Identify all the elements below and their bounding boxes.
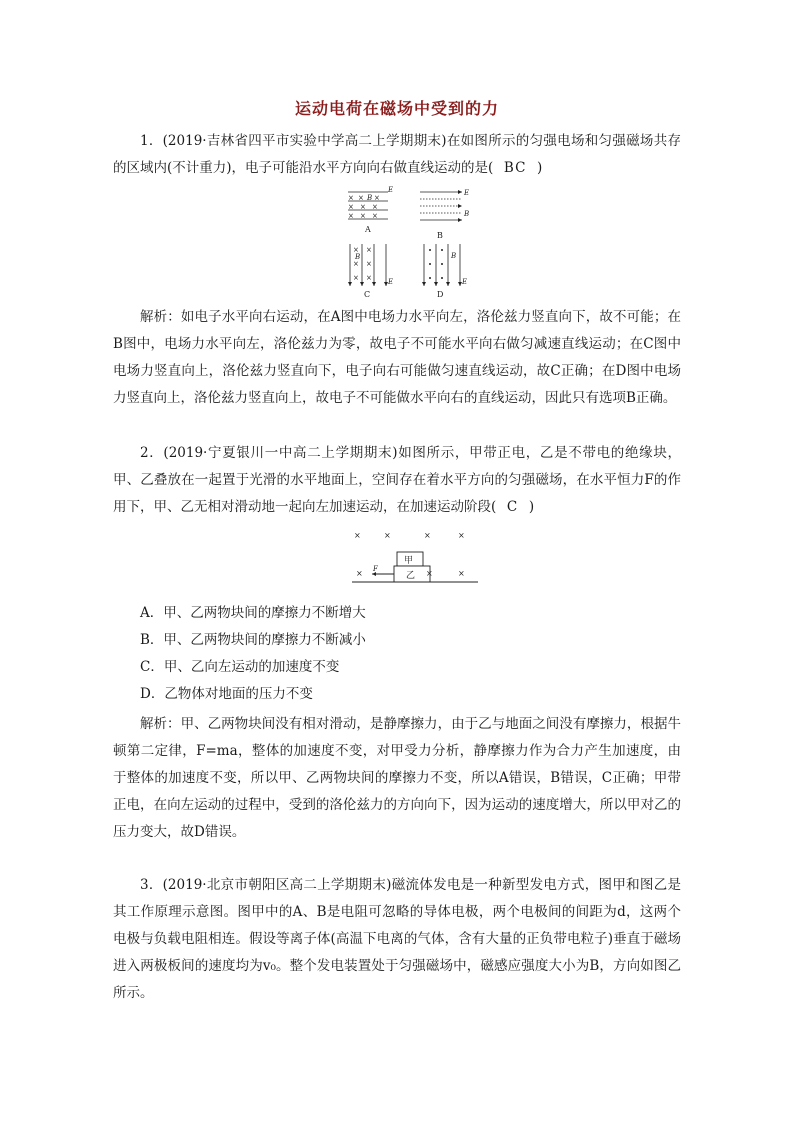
svg-text:×: × [353,260,359,268]
svg-text:×: × [353,246,359,254]
question-2-option-a: A．甲、乙两物块间的摩擦力不断增大 [140,605,366,621]
figure-a-label: A [365,225,371,234]
question-2-figure [350,528,480,588]
svg-text:×: × [358,194,364,202]
svg-text:×: × [348,194,354,202]
svg-text:×: × [360,212,366,220]
figure-d [422,244,467,299]
block-jia-label: 甲 [404,556,414,566]
svg-text:×: × [372,203,378,211]
force-f-label: F [373,565,378,573]
question-2-stem: 2．(2019·宁夏银川一中高二上学期期末)如图所示，甲带正电，乙是不带电的绝缘块，甲、乙叠放在一起置于光滑的水平地面上，空间存在着水平方向的匀强磁场，在水平恒力F的作用下，甲、乙无相对滑动地一起向左加速运动，在加速运动阶段( C ) [113,445,681,515]
question-1-analysis: 解析：如电子水平向右运动，在A图中电场力水平向左，洛伦兹力竖直向下，故不可能；在B图中，电场力水平向左，洛伦兹力为零，故电子不可能水平向右做匀减速直线运动；在C图中电场力竖直向上，洛伦兹力竖直向下，电子向右可能做匀速直线运动，故C正确；在D图中电场力竖直向上，洛伦兹力竖直向上，故电子不可能做水平向右的直线运动，因此只有选项B正确。 [113,309,681,406]
svg-text:×: × [458,569,465,578]
question-2-analysis: 解析：甲、乙两物块间没有相对滑动，是静摩擦力，由于乙与地面之间没有摩擦力，根据牛顿第二定律，F=ma，整体的加速度不变，对甲受力分析，静摩擦力作为合力产生加速度，由于整体的加速度不变，所以甲、乙两物块间的摩擦力不变，所以A错误，B错误，C正确；甲带正电，在向左运动的过程中，受到的洛伦兹力的方向向下，因为运动的速度增大，所以甲对乙的压力变大，故D错误。 [113,716,681,840]
svg-text:×: × [374,194,380,202]
figure-c-label: C [364,290,371,299]
svg-text:E: E [388,186,394,194]
svg-text:×: × [458,531,465,540]
svg-text:×: × [372,212,378,220]
figure-d-label: D [437,290,444,299]
question-2-option-b: B．甲、乙两物块间的摩擦力不断减小 [140,632,366,648]
svg-text:×: × [366,246,372,254]
svg-text:B: B [464,210,470,218]
svg-text:×: × [426,569,433,578]
question-1-figure [340,186,480,302]
figure-b [420,189,469,240]
svg-text:B: B [451,252,457,260]
question-1-answer: BC [503,160,527,176]
svg-text:×: × [366,260,372,268]
svg-text:×: × [424,531,431,540]
svg-text:B: B [355,253,361,261]
figure-c [348,244,393,299]
svg-text:E: E [462,278,468,286]
svg-text:×: × [348,203,354,211]
svg-text:B: B [367,194,373,202]
question-2-option-c: C．甲、乙向左运动的加速度不变 [140,659,340,675]
svg-text:×: × [366,274,372,282]
question-2-answer: C [506,499,519,515]
svg-text:×: × [354,531,361,540]
svg-text:×: × [360,203,366,211]
question-3-stem: 3．(2019·北京市朝阳区高二上学期期末)磁流体发电是一种新型发电方式，图甲和图乙是其工作原理示意图。图甲中的A、B是电阻可忽略的导体电极，两个电极间的间距为d，这两个电极与负载电阻相连。假设等离子体(高温下电离的气体，含有大量的正负带电粒子)垂直于磁场进入两极板间的速度均为v₀。整个发电装置处于匀强磁场中，磁感应强度大小为B，方向如图乙所示。 [113,877,681,1001]
svg-text:×: × [348,212,354,220]
question-2-option-d: D．乙物体对地面的压力不变 [140,686,313,702]
svg-text:×: × [384,531,391,540]
svg-text:E: E [388,278,394,286]
svg-text:×: × [353,274,359,282]
page-title: 运动电荷在磁场中受到的力 [294,99,499,118]
svg-text:×: × [356,569,363,578]
figure-a [348,186,393,234]
svg-text:E: E [464,189,470,197]
question-1-stem: 1．(2019·吉林省四平市实验中学高二上学期期末)在如图所示的匀强电场和匀强磁场共存的区域内(不计重力)，电子可能沿水平方向向右做直线运动的是( BC ) [113,133,681,176]
figure-b-label: B [437,231,443,240]
block-yi-label: 乙 [406,571,416,581]
